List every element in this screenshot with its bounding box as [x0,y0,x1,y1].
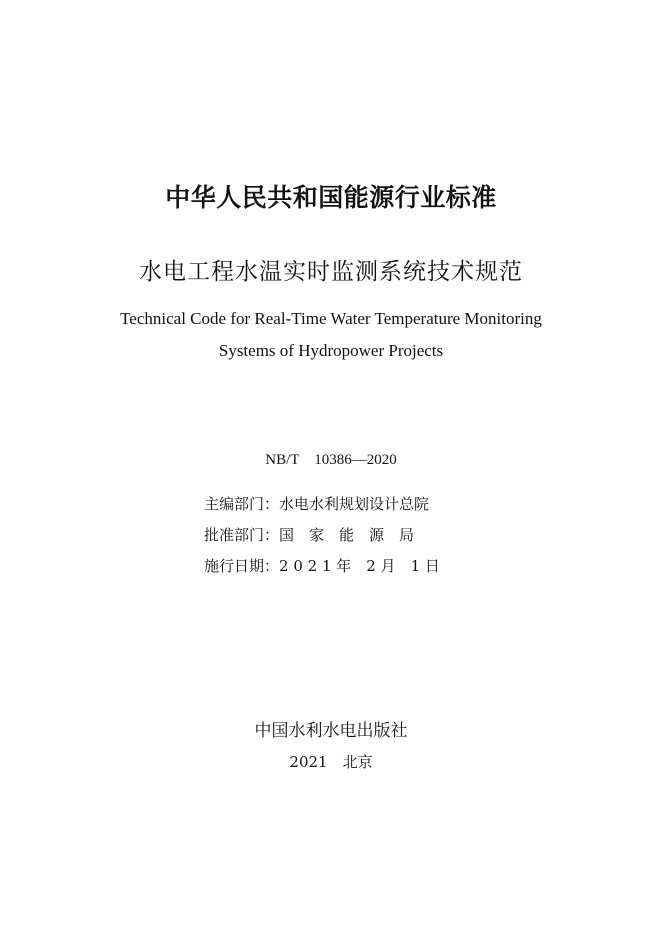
title-english-line-1: Technical Code for Real-Time Water Temperature Monitoring [120,309,542,328]
chief-editor-label: 主编部门： [204,495,280,513]
chief-editor-value: 水电水利规划设计总院 [279,495,430,513]
approval-row [204,524,414,545]
approval-label: 批准部门： [204,526,280,544]
title-english-line-2: Systems of Hydropower Projects [218,341,444,360]
publication-year-place: 2021 北京 [289,753,373,771]
chief-editor-row [204,493,429,514]
effective-date-value: 2 0 2 1 年 2 月 1 日 [279,557,440,575]
title-chinese: 水电工程水温实时监测系统技术规范 [139,259,523,285]
effective-date-label: 施行日期： [204,557,280,575]
approval-value: 国 家 能 源 局 [279,526,415,544]
standard-number: NB/T 10386—2020 [265,452,397,468]
standard-category-heading: 中华人民共和国能源行业标准 [165,183,497,212]
publisher-name: 中国水利水电出版社 [254,721,408,741]
effective-date-row [204,555,440,576]
